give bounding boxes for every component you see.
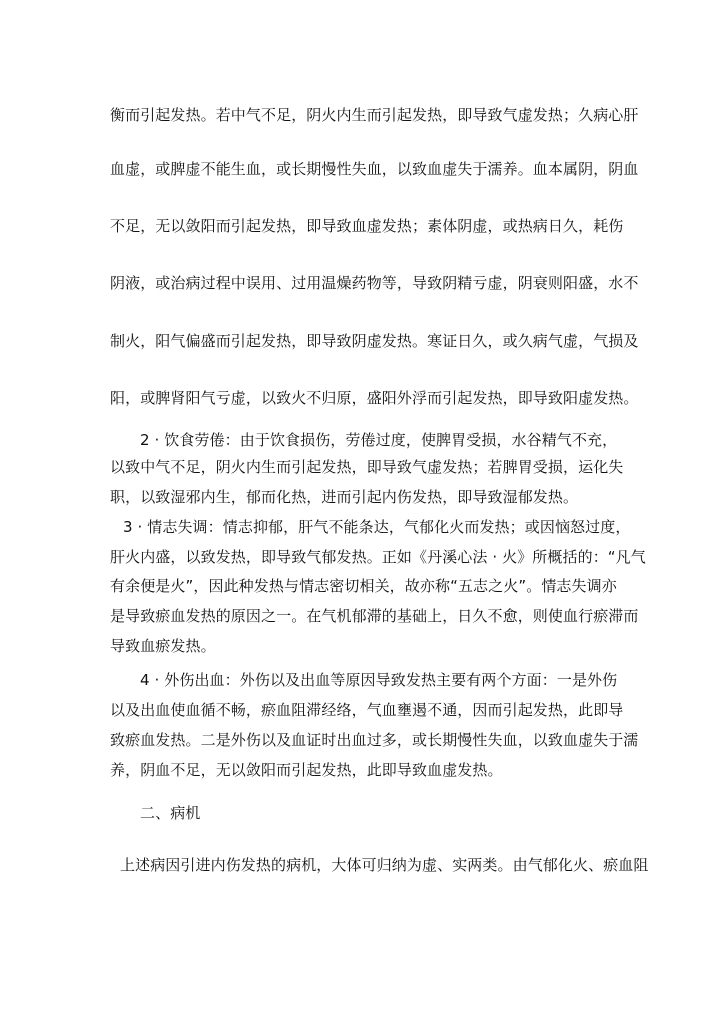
paragraph-line: 职，以致湿邪内生，郁而化热，进而引起内伤发热，即导致湿郁发热。 <box>110 488 579 506</box>
paragraph-line: 制火，阳气偏盛而引起发热，即导致阴虚发热。寒证日久，或久病气虚，气损及 <box>110 332 639 350</box>
paragraph-line: 有余便是火”，因此种发热与情志密切相关，故亦称“五志之火”。情志失调亦 <box>110 577 617 595</box>
paragraph-line: 导致血瘀发热。 <box>110 637 216 655</box>
paragraph-line: 不足，无以敛阳而引起发热，即导致血虚发热；素体阴虚，或热病日久，耗伤 <box>110 217 624 235</box>
paragraph-line: 肝火内盛，以致发热，即导致气郁发热。正如《丹溪心法 · 火》所概括的：“凡气 <box>110 548 646 566</box>
paragraph-line: 阳，或脾肾阳气亏虚，以致火不归原，盛阳外浮而引起发热，即导致阳虚发热。 <box>110 389 639 407</box>
paragraph-line: 致瘀血发热。二是外伤以及血证时出血过多，或长期慢性失血，以致血虚失于濡 <box>110 731 639 749</box>
paragraph-line: 衡而引起发热。若中气不足，阴火内生而引起发热，即导致气虚发热；久病心肝 <box>110 106 639 124</box>
section-item-2-heading-line: 2 · 饮食劳倦：由于饮食损伤，劳倦过度，使脾胃受损，水谷精气不充， <box>140 431 618 449</box>
paragraph-line: 是导致瘀血发热的原因之一。在气机郁滞的基础上，日久不愈，则使血行瘀滞而 <box>110 607 639 625</box>
paragraph-line: 上述病因引进内伤发热的病机，大体可归纳为虚、实两类。由气郁化火、瘀血阻 <box>120 856 649 874</box>
paragraph-line: 阴液，或治病过程中误用、过用温燥药物等，导致阴精亏虚，阴衰则阳盛，水不 <box>110 274 639 292</box>
section-heading-pathogenesis: 二、病机 <box>140 804 201 822</box>
section-item-3-heading-line: 3 · 情志失调：情志抑郁，肝气不能条达，气郁化火而发热；或因恼怒过度， <box>123 518 631 536</box>
section-item-4-heading-line: 4 · 外伤出血：外伤以及出血等原因导致发热主要有两个方面：一是外伤 <box>140 671 618 689</box>
paragraph-line: 养，阴血不足，无以敛阳而引起发热，此即导致血虚发热。 <box>110 761 503 779</box>
paragraph-line: 以致中气不足，阴火内生而引起发热，即导致气虚发热；若脾胃受损，运化失 <box>110 458 624 476</box>
paragraph-line: 血虚，或脾虚不能生血，或长期慢性失血，以致血虚失于濡养。血本属阴，阴血 <box>110 160 639 178</box>
paragraph-line: 以及出血使血循不畅，瘀血阻滞经络，气血壅遏不通，因而引起发热，此即导 <box>110 701 624 719</box>
